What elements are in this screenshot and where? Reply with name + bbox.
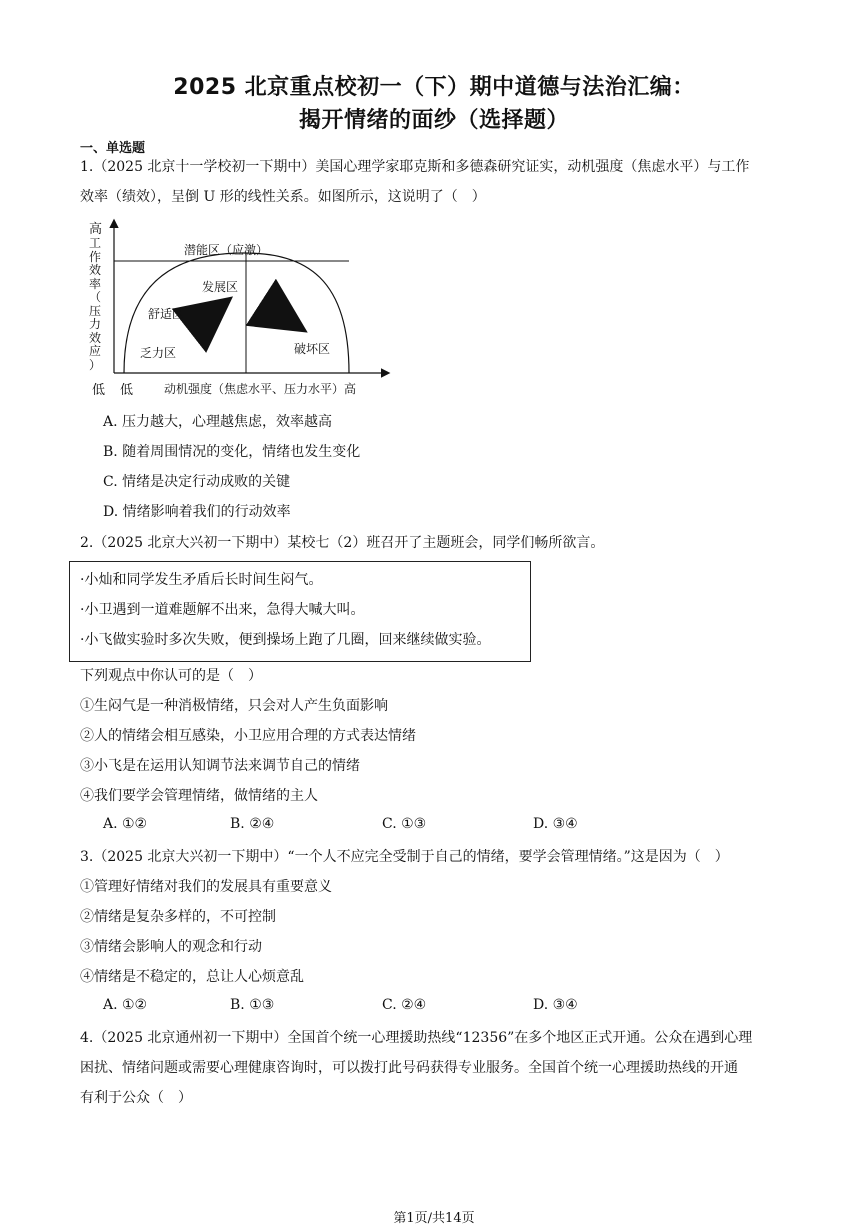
zone-peak-label: 潜能区（应激） [184,243,269,257]
q2-choice-b: B. ②④ [230,816,275,832]
y-label-char: 应 [89,344,102,358]
y-axis-low: 低 [92,383,106,398]
zone-lack-label: 乏力区 [140,346,177,360]
y-label-char: （ [89,290,102,304]
zone-develop-label: 发展区 [202,280,239,294]
q3-stem: 3.（2025 北京大兴初一下期中）“一个人不应完全受制于自己的情绪，要学会管理情绪。”这是因为（ ） [80,849,729,865]
q2-stem: 2.（2025 北京大兴初一下期中）某校七（2）班召开了主题班会，同学们畅所欲言。 [80,535,605,551]
q3-choice-b: B. ①③ [230,997,275,1013]
q4-stem-line1: 4.（2025 北京通州初一下期中）全国首个统一心理援助热线“12356”在多个地区正式开通。公众在遇到心理 [80,1030,753,1046]
q3-statement-1: ①管理好情绪对我们的发展具有重要意义 [80,879,332,895]
y-label-char: 率 [89,276,102,291]
page-footer: 第1页/共14页 [393,1211,475,1226]
q4-stem-line3: 有利于公众（ ） [80,1090,192,1106]
q2-choice-a: A. ①② [103,816,148,832]
doc-title-line1: 2025 北京重点校初一（下）期中道德与法治汇编： [173,75,695,100]
q2-scenario-3: ·小飞做实验时多次失败，便到操场上跑了几圈，回来继续做实验。 [80,632,491,648]
q1-option-c: C. 情绪是决定行动成败的关键 [103,474,291,490]
y-label-char: 效 [89,330,102,345]
y-label-char: 作 [89,249,102,264]
q1-stem-line2: 效率（绩效），呈倒 U 形的线性关系。如图所示，这说明了（ ） [80,189,486,205]
q2-scenario-2: ·小卫遇到一道难题解不出来，急得大喊大叫。 [80,602,365,618]
y-label-char: 工 [89,236,102,250]
q2-choice-d: D. ③④ [533,816,578,832]
y-label-char: ） [89,357,102,372]
q2-statement-1: ①生闷气是一种消极情绪，只会对人产生负面影响 [80,698,388,714]
x-axis-low: 低 [120,383,134,398]
y-axis-high: 高 [89,222,103,237]
y-label-char: 效 [89,263,102,277]
q2-choice-c: C. ①③ [382,816,427,832]
section-heading: 一、单选题 [80,141,146,156]
q2-prompt: 下列观点中你认可的是（ ） [80,668,262,684]
q2-statement-2: ②人的情绪会相互感染，小卫应用合理的方式表达情绪 [80,728,416,744]
q2-statement-3: ③小飞是在运用认知调节法来调节自己的情绪 [80,758,360,774]
q3-statement-3: ③情绪会影响人的观念和行动 [80,939,262,955]
y-axis-label [89,237,103,372]
zone-comfort-label: 舒适区 [148,307,185,321]
zone-destroy-label: 破坏区 [294,342,331,356]
x-axis-label: 动机强度（焦虑水平、压力水平）高 [164,382,357,396]
rising-arrow [190,305,222,330]
doc-title-line2: 揭开情绪的面纱（选择题） [298,108,569,133]
falling-arrow [265,305,296,325]
q4-stem-line2: 困扰、情绪问题或需要心理健康咨询时，可以拨打此号码获得专业服务。全国首个统一心理援助热线的开通 [80,1060,738,1076]
q1-option-d: D. 情绪影响着我们的行动效率 [103,504,291,520]
y-label-char: 力 [89,317,102,331]
q3-choice-a: A. ①② [103,997,148,1013]
q2-statement-4: ④我们要学会管理情绪，做情绪的主人 [80,788,318,804]
q2-scenario-1: ·小灿和同学发生矛盾后长时间生闷气。 [80,572,323,588]
yerkes-dodson-figure [86,213,396,398]
y-label-char: 压 [89,303,102,318]
q1-option-b: B. 随着周围情况的变化，情绪也发生变化 [103,444,361,460]
q3-choice-d: D. ③④ [533,997,578,1013]
q1-option-a: A. 压力越大，心理越焦虑，效率越高 [103,414,333,430]
q3-statement-2: ②情绪是复杂多样的，不可控制 [80,909,276,925]
q3-statement-4: ④情绪是不稳定的，总让人心烦意乱 [80,969,304,985]
q1-stem-line1: 1.（2025 北京十一学校初一下期中）美国心理学家耶克斯和多德森研究证实，动机强度（焦虑水平）与工作 [80,159,750,175]
q3-choice-c: C. ②④ [382,997,427,1013]
